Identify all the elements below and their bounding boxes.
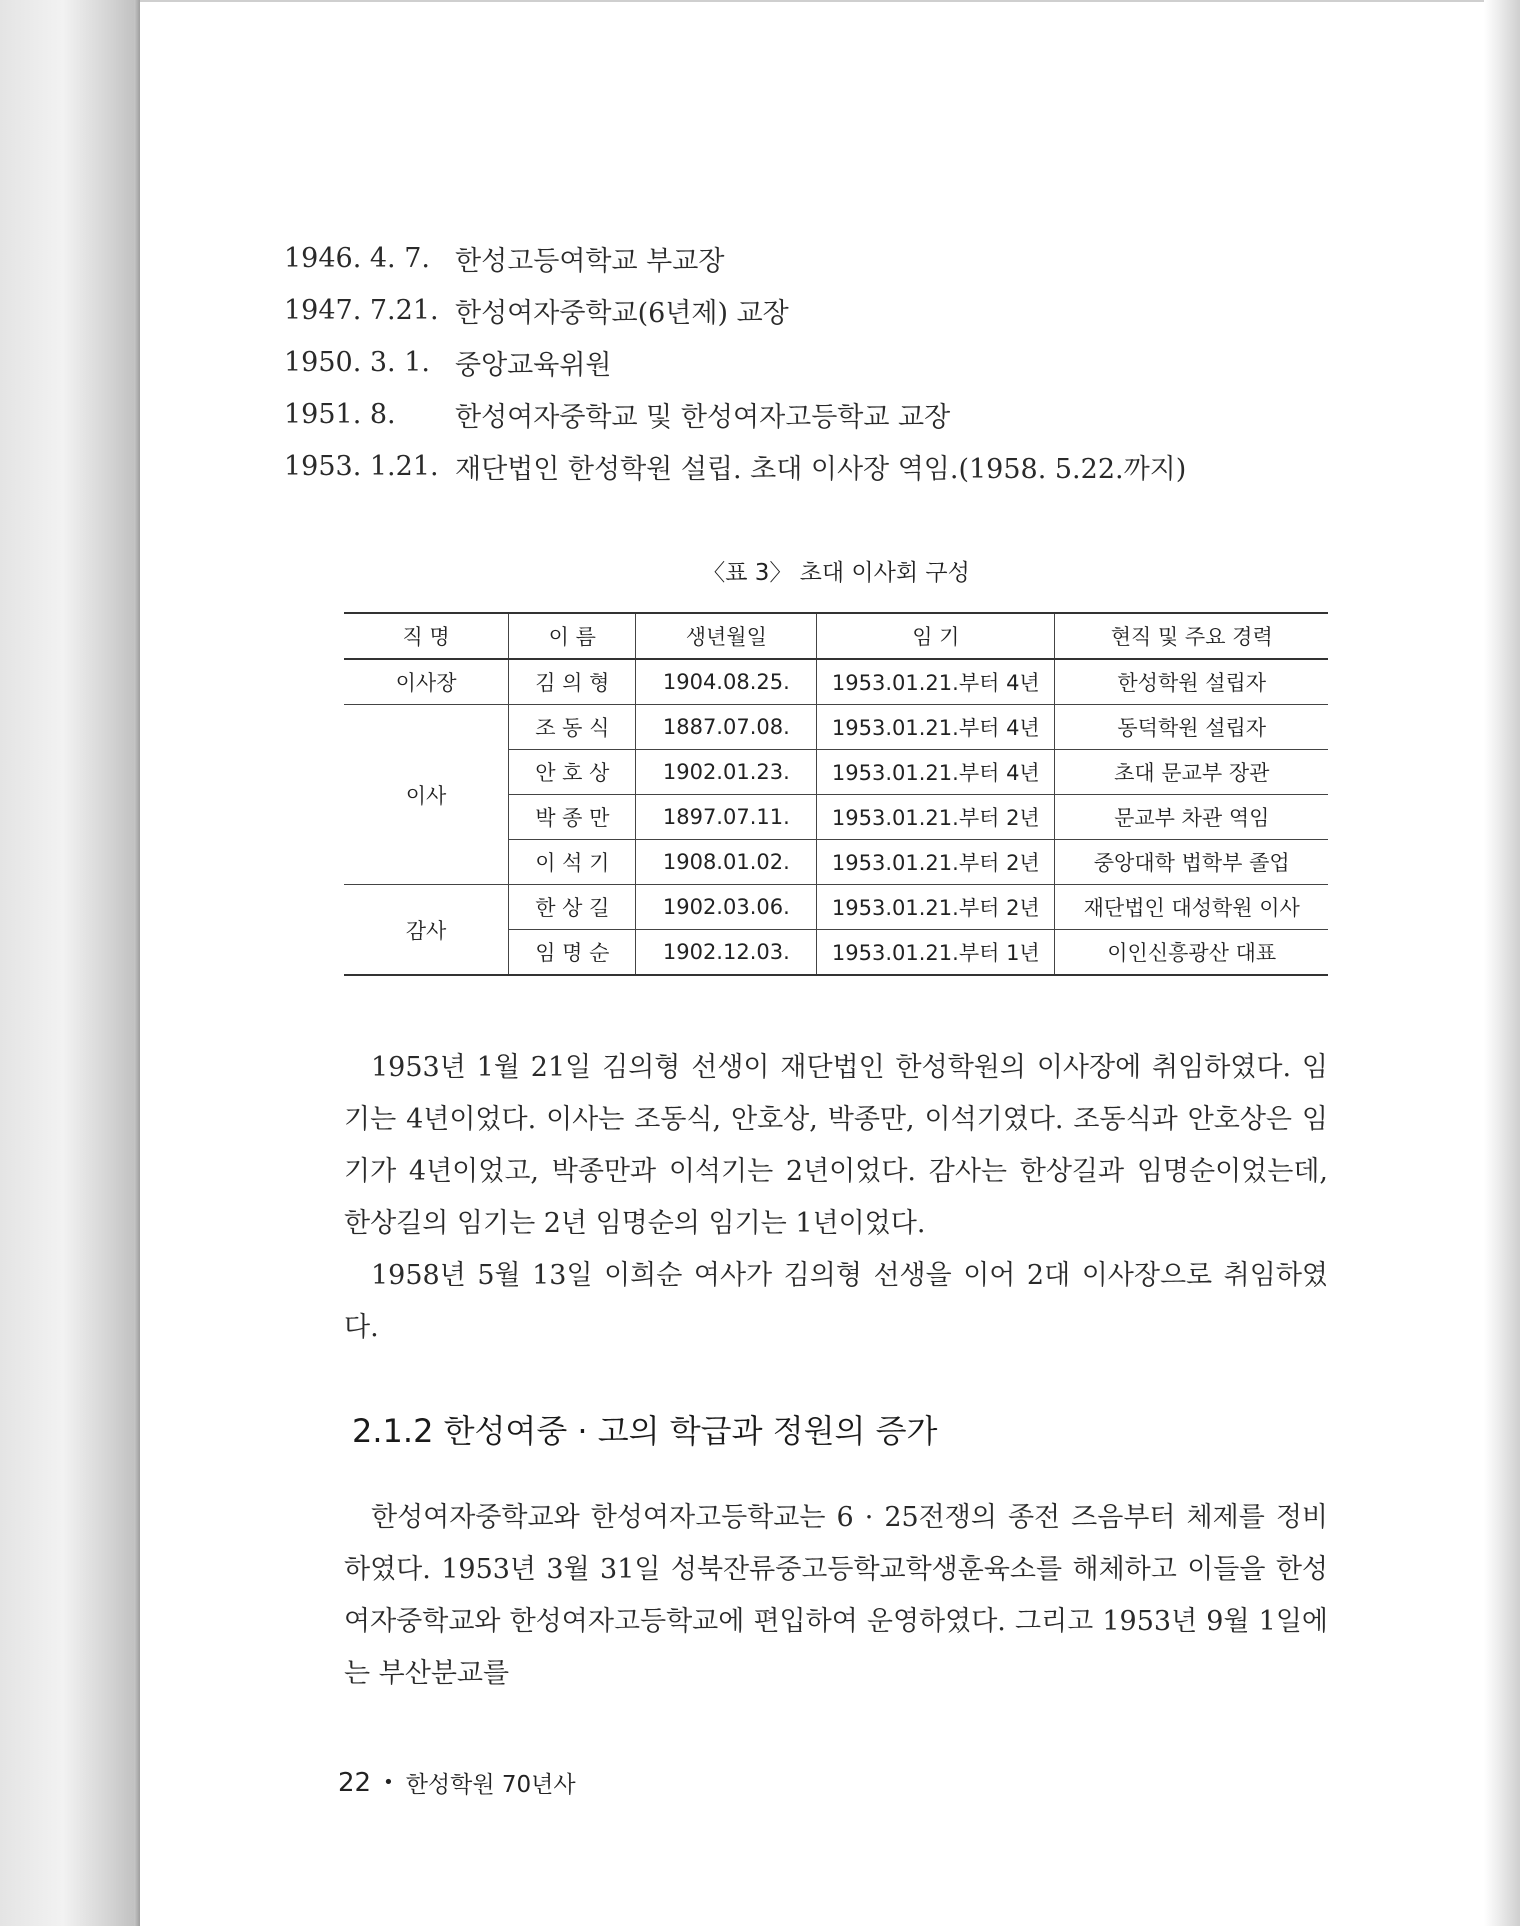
cell-term: 1953.01.21.부터 4년 — [817, 705, 1055, 750]
cell-term: 1953.01.21.부터 2년 — [817, 795, 1055, 840]
cell-term: 1953.01.21.부터 2년 — [817, 840, 1055, 885]
header-birthdate: 생년월일 — [636, 613, 817, 659]
cell-position: 이사장 — [344, 659, 509, 705]
cell-career: 초대 문교부 장관 — [1055, 750, 1328, 795]
cell-name: 안 호 상 — [509, 750, 636, 795]
timeline-event: 한성여자중학교(6년제) 교장 — [455, 297, 789, 329]
header-name: 이 름 — [509, 613, 636, 659]
cell-name: 박 종 만 — [509, 795, 636, 840]
cell-term: 1953.01.21.부터 2년 — [817, 885, 1055, 930]
page-number: 22 — [338, 1767, 372, 1798]
body-paragraph — [344, 1042, 1328, 1250]
timeline-event: 중앙교육위원 — [455, 349, 612, 381]
cell-name: 조 동 식 — [509, 705, 636, 750]
cell-birthdate: 1904.08.25. — [636, 659, 817, 705]
cell-birthdate: 1902.01.23. — [636, 750, 817, 795]
cell-birthdate: 1902.12.03. — [636, 930, 817, 976]
timeline-date: 1947. 7.21. — [284, 294, 439, 326]
timeline-entry — [284, 284, 1334, 336]
header-term: 임 기 — [817, 613, 1055, 659]
timeline-event: 한성고등여학교 부교장 — [455, 245, 725, 277]
paragraph-text: 1958년 5월 13일 이희순 여사가 김의형 선생을 이어 2대 이사장으로 취임하였다. — [344, 1260, 1328, 1343]
table-header-row — [344, 613, 1328, 659]
paragraph-text: 1953년 1월 21일 김의형 선생이 재단법인 한성학원의 이사장에 취임하였다. 임기는 4년이었다. 이사는 조동식, 안호상, 박종만, 이석기였다. 조동식과 안호상은 임기가 4년이었고, 박종만과 이석기는 2년이었다. 감사는 한상길과 임명순이었는데, 한상길의 임기는 2년 임명순의 임기는 1년이었다. — [344, 1052, 1328, 1239]
cell-term: 1953.01.21.부터 4년 — [817, 659, 1055, 705]
book-page-edge — [0, 0, 140, 1926]
timeline-event: 한성여자중학교 및 한성여자고등학교 교장 — [455, 401, 951, 433]
page-footer — [338, 1766, 576, 1799]
page-shadow-right — [1484, 0, 1520, 1926]
cell-position: 이사 — [344, 705, 509, 885]
cell-birthdate: 1887.07.08. — [636, 705, 817, 750]
table-row — [344, 659, 1328, 705]
timeline-entry — [284, 336, 1334, 388]
cell-name: 한 상 길 — [509, 885, 636, 930]
paragraph-text: 한성여자중학교와 한성여자고등학교는 6 · 25전쟁의 종전 즈음부터 체제를 정비하였다. 1953년 3월 31일 성북잔류중고등학교학생훈육소를 해체하고 이들을 한성여자중학교와 한성여자고등학교에 편입하여 운영하였다. 그리고 1953년 9월 1일에는 부산분교를 — [344, 1502, 1328, 1689]
timeline-entry — [284, 440, 1334, 492]
cell-term: 1953.01.21.부터 1년 — [817, 930, 1055, 976]
timeline-date: 1950. 3. 1. — [284, 346, 430, 378]
cell-career: 동덕학원 설립자 — [1055, 705, 1328, 750]
cell-birthdate: 1908.01.02. — [636, 840, 817, 885]
header-title: 직 명 — [344, 613, 509, 659]
timeline-entry — [284, 232, 1334, 284]
cell-career: 재단법인 대성학원 이사 — [1055, 885, 1328, 930]
table-row — [344, 885, 1328, 930]
timeline-entry — [284, 388, 1334, 440]
cell-name: 이 석 기 — [509, 840, 636, 885]
cell-career: 이인신흥광산 대표 — [1055, 930, 1328, 976]
timeline-date: 1953. 1.21. — [284, 450, 439, 482]
board-composition-table — [344, 612, 1328, 976]
book-title: 한성학원 70년사 — [405, 1772, 576, 1798]
cell-birthdate: 1897.07.11. — [636, 795, 817, 840]
cell-name: 김 의 형 — [509, 659, 636, 705]
timeline-event: 재단법인 한성학원 설립. 초대 이사장 역임.(1958. 5.22.까지) — [455, 453, 1187, 485]
cell-career: 중앙대학 법학부 졸업 — [1055, 840, 1328, 885]
cell-term: 1953.01.21.부터 4년 — [817, 750, 1055, 795]
cell-birthdate: 1902.03.06. — [636, 885, 817, 930]
header-career: 현직 및 주요 경력 — [1055, 613, 1328, 659]
career-timeline — [284, 232, 1334, 492]
section-heading: 2.1.2 한성여중 · 고의 학급과 정원의 증가 — [352, 1412, 938, 1450]
table-row — [344, 705, 1328, 750]
timeline-date: 1951. 8. — [284, 398, 396, 430]
bullet-separator: • — [383, 1772, 394, 1793]
cell-name: 임 명 순 — [509, 930, 636, 976]
body-paragraph — [344, 1250, 1328, 1354]
cell-career: 문교부 차관 역임 — [1055, 795, 1328, 840]
table-caption: 〈표 3〉 초대 이사회 구성 — [702, 560, 970, 586]
timeline-date: 1946. 4. 7. — [284, 242, 430, 274]
cell-position: 감사 — [344, 885, 509, 976]
body-paragraph — [344, 1492, 1328, 1700]
cell-career: 한성학원 설립자 — [1055, 659, 1328, 705]
